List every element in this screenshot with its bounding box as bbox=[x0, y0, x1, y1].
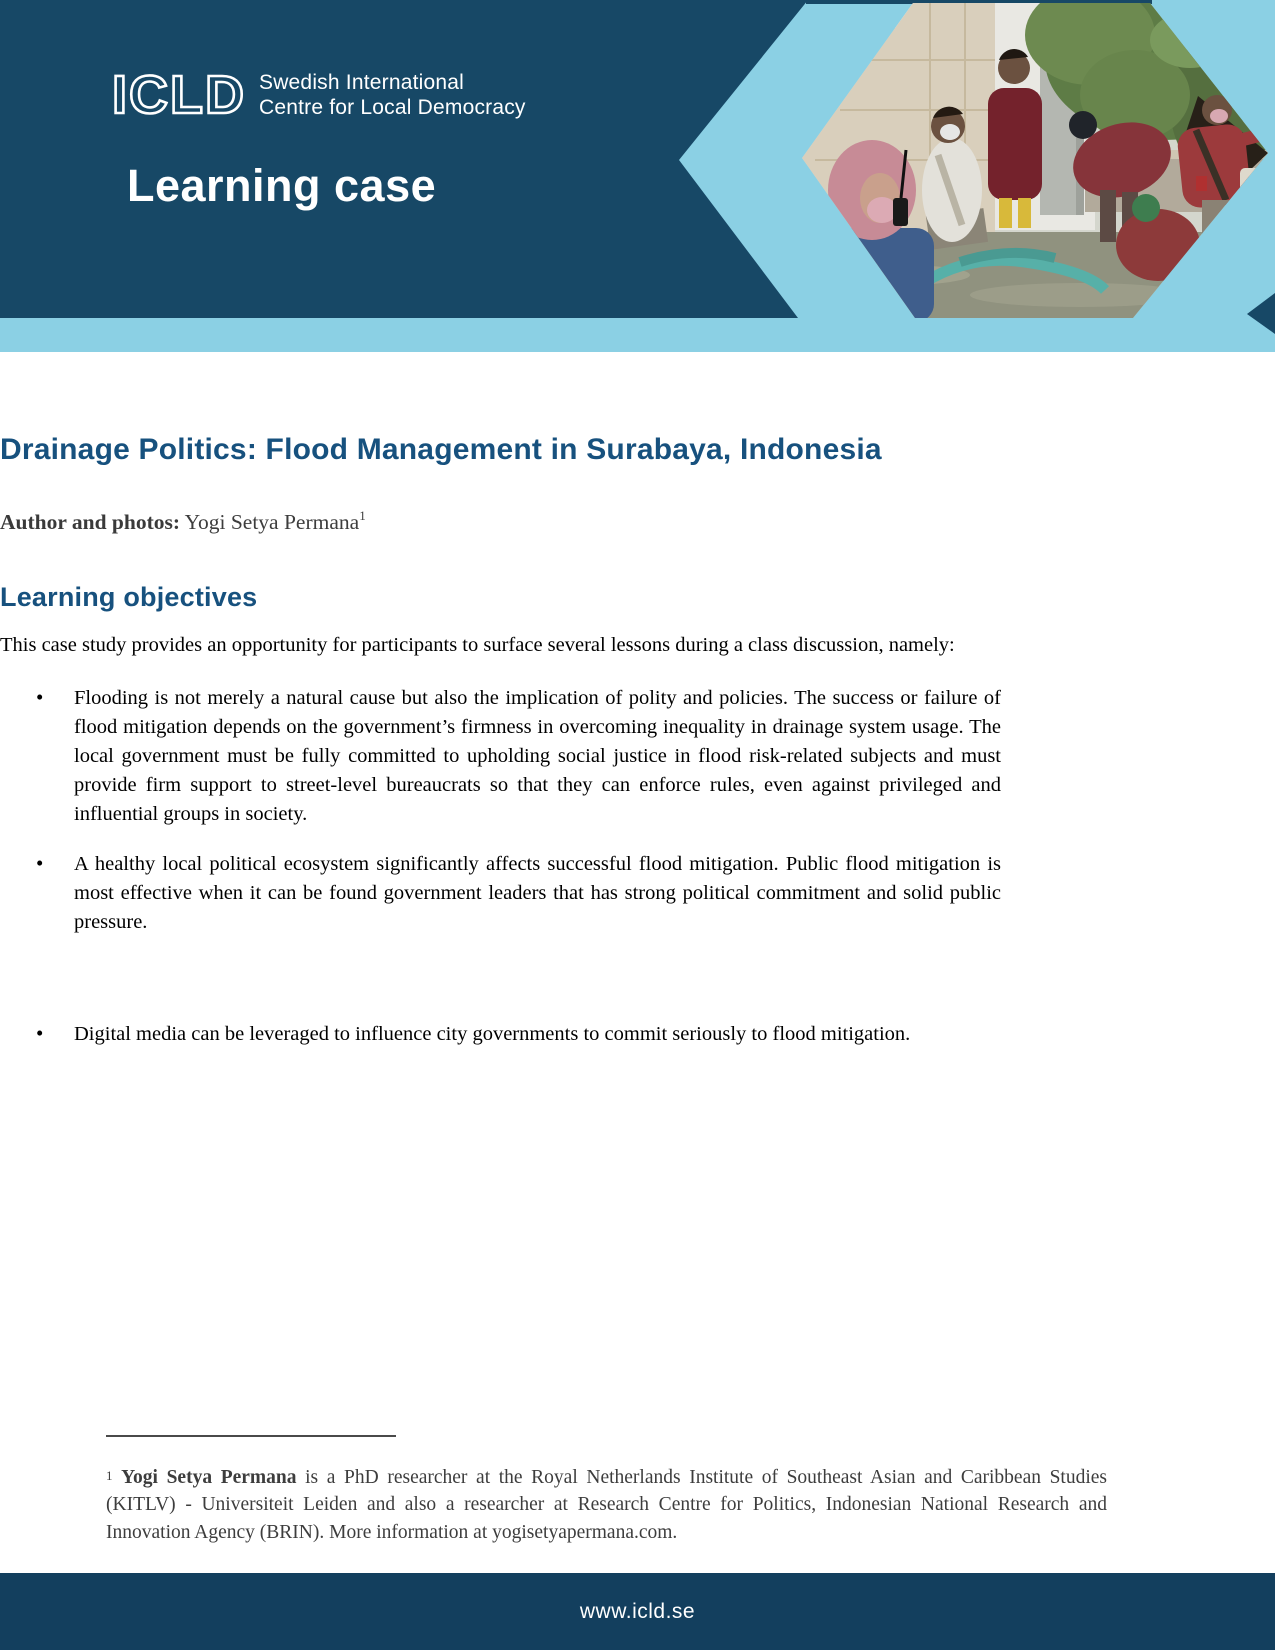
author-label: Author and photos: bbox=[0, 509, 181, 534]
document-title: Drainage Politics: Flood Management in Surabaya, Indonesia bbox=[0, 433, 882, 467]
bullet-text: A healthy local political ecosystem significantly affects successful flood mitigation. Public flood mitigation is most effective when it can be found government leaders that has strong political commitment and solid public pressure. bbox=[74, 853, 1001, 933]
bullet-icon: • bbox=[36, 1021, 44, 1045]
section-heading: Learning objectives bbox=[0, 582, 258, 613]
author-footnote-ref: 1 bbox=[359, 507, 366, 523]
bullet-text: Flooding is not merely a natural cause but also the implication of polity and policies. The success or failure of flood mitigation depends on the government’s firmness in overcoming inequality in drainage system usage. The local government must be fully committed to upholding social justice in flood risk-related subjects and must provide firm support to street-level bureaucrats so that they can enforce rules, even against privileged and influential groups in society. bbox=[74, 687, 1001, 825]
icld-logo-letters: ICLD bbox=[112, 65, 246, 125]
author-name: Yogi Setya Permana bbox=[184, 509, 360, 534]
footer-url: www.icld.se bbox=[579, 1599, 696, 1623]
author-line bbox=[0, 507, 366, 535]
footnote-text: is a PhD researcher at the Royal Netherlands Institute of Southeast Asian and Caribbean Studies (KITLV) - Universiteit Leiden and also a researcher at Research Centre for Politics, Indonesian National Research and Innovation Agency (BRIN). More information at yogisetyapermana.com. bbox=[106, 1466, 1108, 1543]
bullet-list bbox=[0, 684, 1001, 1049]
bullet-text: Digital media can be leveraged to influence city governments to commit seriously to flood mitigation. bbox=[74, 1023, 911, 1045]
icld-logo bbox=[112, 65, 526, 125]
banner-title: Learning case bbox=[127, 160, 437, 211]
logo-text-line2: Centre for Local Democracy bbox=[258, 96, 526, 119]
footnote-divider bbox=[106, 1435, 396, 1437]
footnote bbox=[106, 1464, 1107, 1547]
icld-logo-text bbox=[259, 70, 526, 120]
footnote-marker: 1 bbox=[106, 1467, 113, 1483]
footnote-author-name: Yogi Setya Permana bbox=[121, 1466, 297, 1488]
bullet-icon: • bbox=[36, 851, 44, 875]
logo-text-line1: Swedish International bbox=[258, 71, 464, 94]
intro-paragraph: This case study provides an opportunity for participants to surface several lessons during a class discussion, namely: bbox=[0, 633, 955, 656]
list-item bbox=[0, 850, 1001, 937]
bullet-icon: • bbox=[36, 685, 44, 709]
list-item bbox=[0, 684, 1001, 829]
list-item bbox=[0, 1020, 1001, 1049]
footer-bar bbox=[0, 1573, 1275, 1650]
header-band bbox=[0, 0, 1275, 352]
